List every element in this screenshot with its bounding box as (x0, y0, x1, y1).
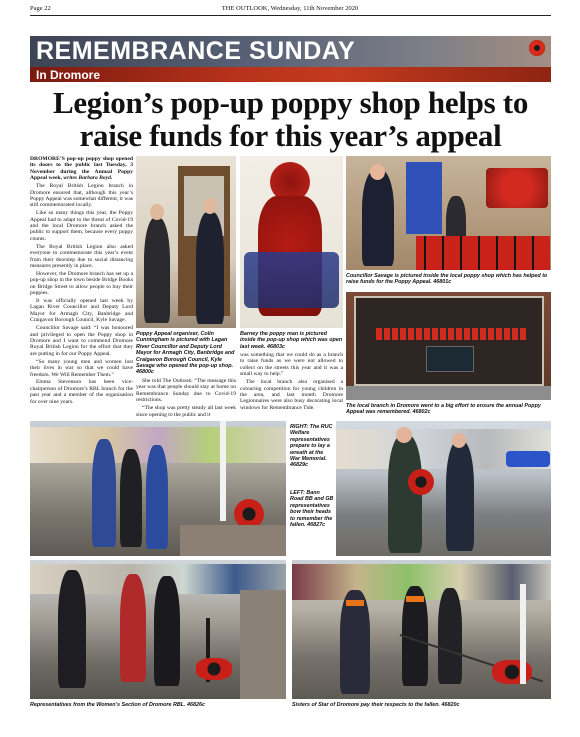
photo-sisters-star-of-dromore (292, 560, 551, 699)
banner-title: REMEMBRANCE SUNDAY (36, 37, 356, 65)
shop-window (354, 296, 544, 386)
woman-figure (438, 588, 462, 684)
woman-figure (120, 574, 146, 682)
article-lead: DROMORE’S pop-up poppy shop opened its doors to the public last Tuesday, 3 November during the Annual Poppy Appeal week, (30, 156, 133, 182)
man-figure (144, 218, 170, 323)
paragraph: However, the Dromore branch has set up a pop-up shop in the town beside Bridge Books on Bridge Street to allow people to buy their poppies. (30, 270, 133, 297)
caption-barney: Barney the poppy man is pictured inside the pop-up shop which was open last week. 46803c (240, 331, 343, 350)
man-figure (196, 212, 224, 324)
bench (426, 346, 474, 372)
poppy-garland (376, 328, 526, 340)
caption-window: The local branch in Dromore went to a big effort to ensure the annual Poppy Appeal was remembered. 46802c (346, 403, 541, 416)
flagpole (220, 421, 226, 521)
poppy-icon (529, 40, 545, 56)
face (396, 427, 412, 443)
paragraph: The Royal British Legion also asked everyone to commemorate this year’s event from their doorstep due to social distancing measures presently in place. (30, 243, 133, 269)
memorial-base (240, 590, 286, 699)
caption-boys-brigade: LEFT: Bann Road BB and GB representatives bow their heads to remember the fallen. 46827c (290, 490, 334, 529)
wreath-cluster (492, 660, 532, 684)
photo-barney-poppy-man (240, 156, 343, 328)
memorial-steps (180, 525, 286, 556)
blue-car (506, 451, 550, 467)
face (370, 164, 385, 180)
wreath (408, 469, 434, 495)
paragraph: The Royal British Legion branch in Dromore ensured that, although this year’s Poppy Appeal was somewhat different, it was still commemorated locally. (30, 183, 133, 209)
face (150, 204, 164, 220)
banner-stand (406, 162, 442, 234)
pavement (346, 386, 551, 400)
paragraph: “The shop was pretty steady all last week since opening to the public and it (136, 405, 236, 418)
orange-sash (346, 600, 364, 606)
woman-figure (58, 570, 86, 688)
banner-subtitle: In Dromore (36, 68, 101, 82)
youth-figure (146, 445, 168, 549)
caption-womens-section: Representatives from the Women’s Section of Dromore RBL. 46826c (30, 702, 206, 708)
veteran-figure (446, 441, 474, 551)
caption-sisters: Sisters of Star of Dromore pay their respects to the fallen. 46820c (292, 702, 460, 708)
photo-ruc-representatives (336, 421, 551, 556)
photo-womens-section (30, 560, 286, 699)
caption-organiser: Poppy Appeal organiser, Colin Cunningham is pictured with Lagan River Councillor and Deputy Lord Mayor for Armagh City, Banbridge and Craigavon Borough Council, Kyle Savage who opened the pop-up shop. 46800c (136, 331, 235, 376)
face (452, 433, 466, 448)
caption-ruc: RIGHT: The RUC Welfare representatives prepare to lay a wreath at the War Memorial. 46829c (290, 424, 333, 469)
flagpole (520, 584, 526, 684)
paragraph: was something that we could do as a branch to raise funds as we were not allowed to collect on the streets this year and it was a small way to help.” (240, 352, 343, 378)
poppy-strip (30, 67, 551, 82)
caption-councillor: Councillor Savage is pictured inside the local poppy shop which has helped to raise funds for the Poppy Appeal. 46801c (346, 273, 548, 286)
youth-figure (120, 449, 142, 547)
poppy-display (486, 168, 548, 208)
page-number: Page 22 (30, 5, 51, 12)
wreath-cluster (196, 658, 232, 680)
paragraph: She told The Outlook: “The message this year was that people should stay at home on Remembrance Sunday due to Covid-19 restrictions. (136, 378, 236, 404)
poppy-table (416, 236, 550, 270)
paragraph: Like so many things this year, the Poppy Appeal had to adapt to the threat of Covid-19 and the local Dromore branch asked the public to support them, because every poppy counts. (30, 210, 133, 242)
article-column-3 (240, 352, 343, 418)
header-rule (30, 15, 551, 16)
photo-boys-brigade (30, 421, 286, 556)
youth-figure (92, 439, 116, 547)
paragraph: “So many young men and women lost their lives in war so that we could have freedom. We Will Remember Them.” (30, 358, 133, 378)
article-column-1 (30, 156, 133, 418)
councillor-figure (362, 170, 394, 266)
photo-shop-doorway (136, 156, 236, 328)
photo-councillor-inside-shop (346, 156, 551, 270)
paragraph: It was officially opened last week by Lagan River Councillor and Deputy Lord Mayor for Armagh City, Banbridge and Craigavon Borough Council, Kyle Savage. (30, 298, 133, 324)
blue-cloth (244, 252, 339, 308)
paragraph: Emma Stevenson has been vice-chairperson of Dromore’s RBL branch for the past year and a member of the organisation for over nine years. (30, 379, 133, 405)
section-banner (30, 36, 551, 82)
face (203, 198, 217, 214)
article-column-2 (136, 378, 236, 418)
paragraph: The local branch also organised a colouring competition for young children in the area, and last month Dromore Legionnaires were also busy decorating local windows for Remembrance Tide. (240, 379, 343, 411)
paragraph: Councillor Savage said: “I was honoured and privileged to open the Poppy shop in Dromore and I want to commend Dromore Royal British Legion for the effort that they are putting in for our Poppy Appeal. (30, 325, 133, 357)
orange-sash (406, 596, 424, 602)
article-byline: writes Barbara Boyd. (63, 175, 113, 182)
headline: Legion’s pop-up poppy shop helps to raise funds for this year’s appeal (52, 85, 529, 153)
paper-dateline: THE OUTLOOK, Wednesday, 11th November 2020 (221, 5, 359, 12)
woman-figure (154, 576, 180, 686)
photo-decorated-window (346, 292, 551, 400)
